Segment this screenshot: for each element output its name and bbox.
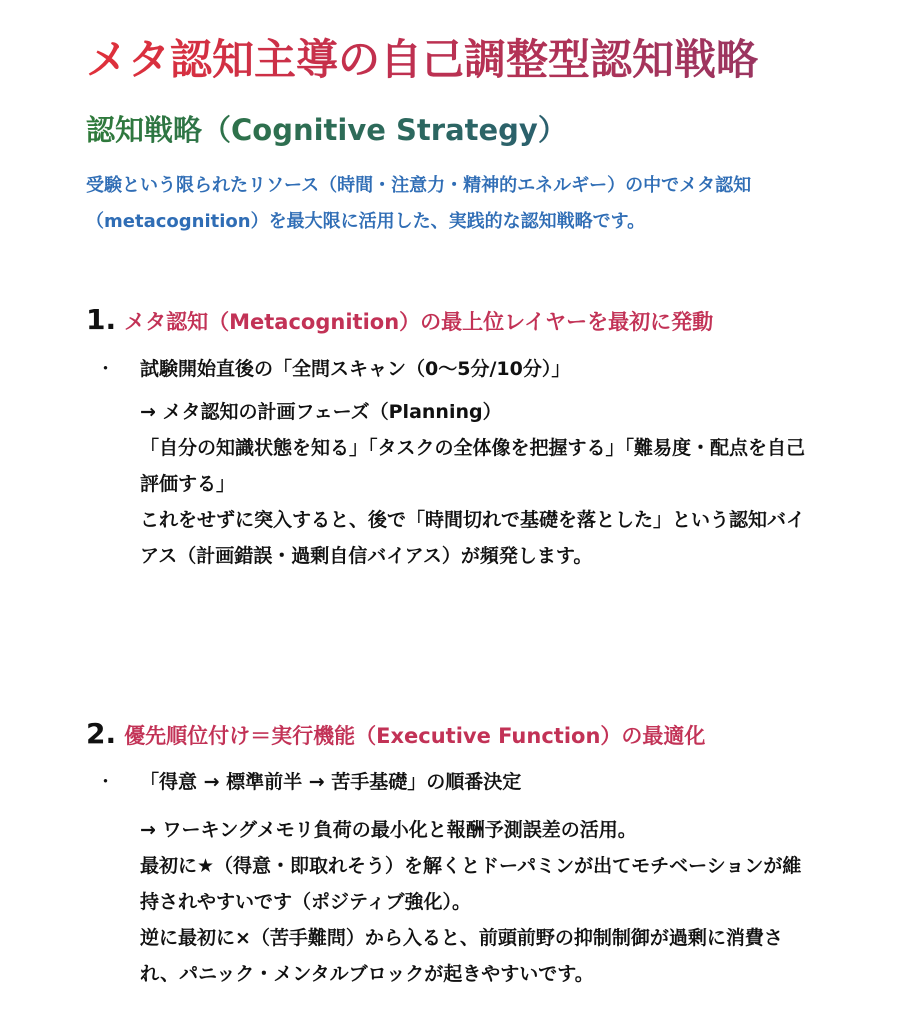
section-2-paragraph: 逆に最初に×（苦手難問）から入ると、前頭前野の抑制制御が過剰に消費され、パニック・メンタルブロックが起きやすいです。: [140, 927, 783, 985]
section-1-body: [140, 394, 820, 574]
section-1-bullet-text: 試験開始直後の「全問スキャン（0〜5分/10分）」: [140, 358, 571, 380]
section-1-paragraph: 「自分の知識状態を知る」「タスクの全体像を把握する」「難易度・配点を自己評価する」: [140, 437, 806, 495]
section-2-bullet-text: 「得意 → 標準前半 → 苦手基礎」の順番決定: [140, 771, 522, 793]
section-2-number: 2.: [86, 717, 117, 750]
intro-paragraph: 受験という限られたリソース（時間・注意力・精神的エネルギー）の中でメタ認知（metacognition）を最大限に活用した、実践的な認知戦略です。: [86, 175, 752, 232]
section-1-bullet: [96, 352, 570, 386]
section-1-title: メタ認知（Metacognition）の最上位レイヤーを最初に発動: [124, 310, 714, 334]
section-2-paragraph: → ワーキングメモリ負荷の最小化と報酬予測誤差の活用。: [140, 819, 637, 841]
bullet-dot: ・: [96, 771, 116, 793]
section-2-heading: [86, 714, 705, 758]
section-2-bullet: [96, 765, 521, 799]
section-2-body: [140, 812, 820, 992]
section-1-paragraph: これをせずに突入すると、後で「時間切れで基礎を落とした」という認知バイアス（計画錯誤・過剰自信バイアス）が頻発します。: [140, 509, 806, 567]
section-2-title: 優先順位付け＝実行機能（Executive Function）の最適化: [124, 724, 706, 748]
section-1-heading: [86, 300, 713, 344]
section-1-number: 1.: [86, 303, 117, 336]
page-title: メタ認知主導の自己調整型認知戦略: [86, 30, 758, 90]
section-1-paragraph: → メタ認知の計画フェーズ（Planning）: [140, 401, 502, 423]
section-2-paragraph: 最初に★（得意・即取れそう）を解くとドーパミンが出てモチベーションが維持されやすいです（ポジティブ強化）。: [140, 855, 802, 913]
strategy-heading: 認知戦略（Cognitive Strategy）: [86, 108, 567, 152]
bullet-dot: ・: [96, 358, 116, 380]
